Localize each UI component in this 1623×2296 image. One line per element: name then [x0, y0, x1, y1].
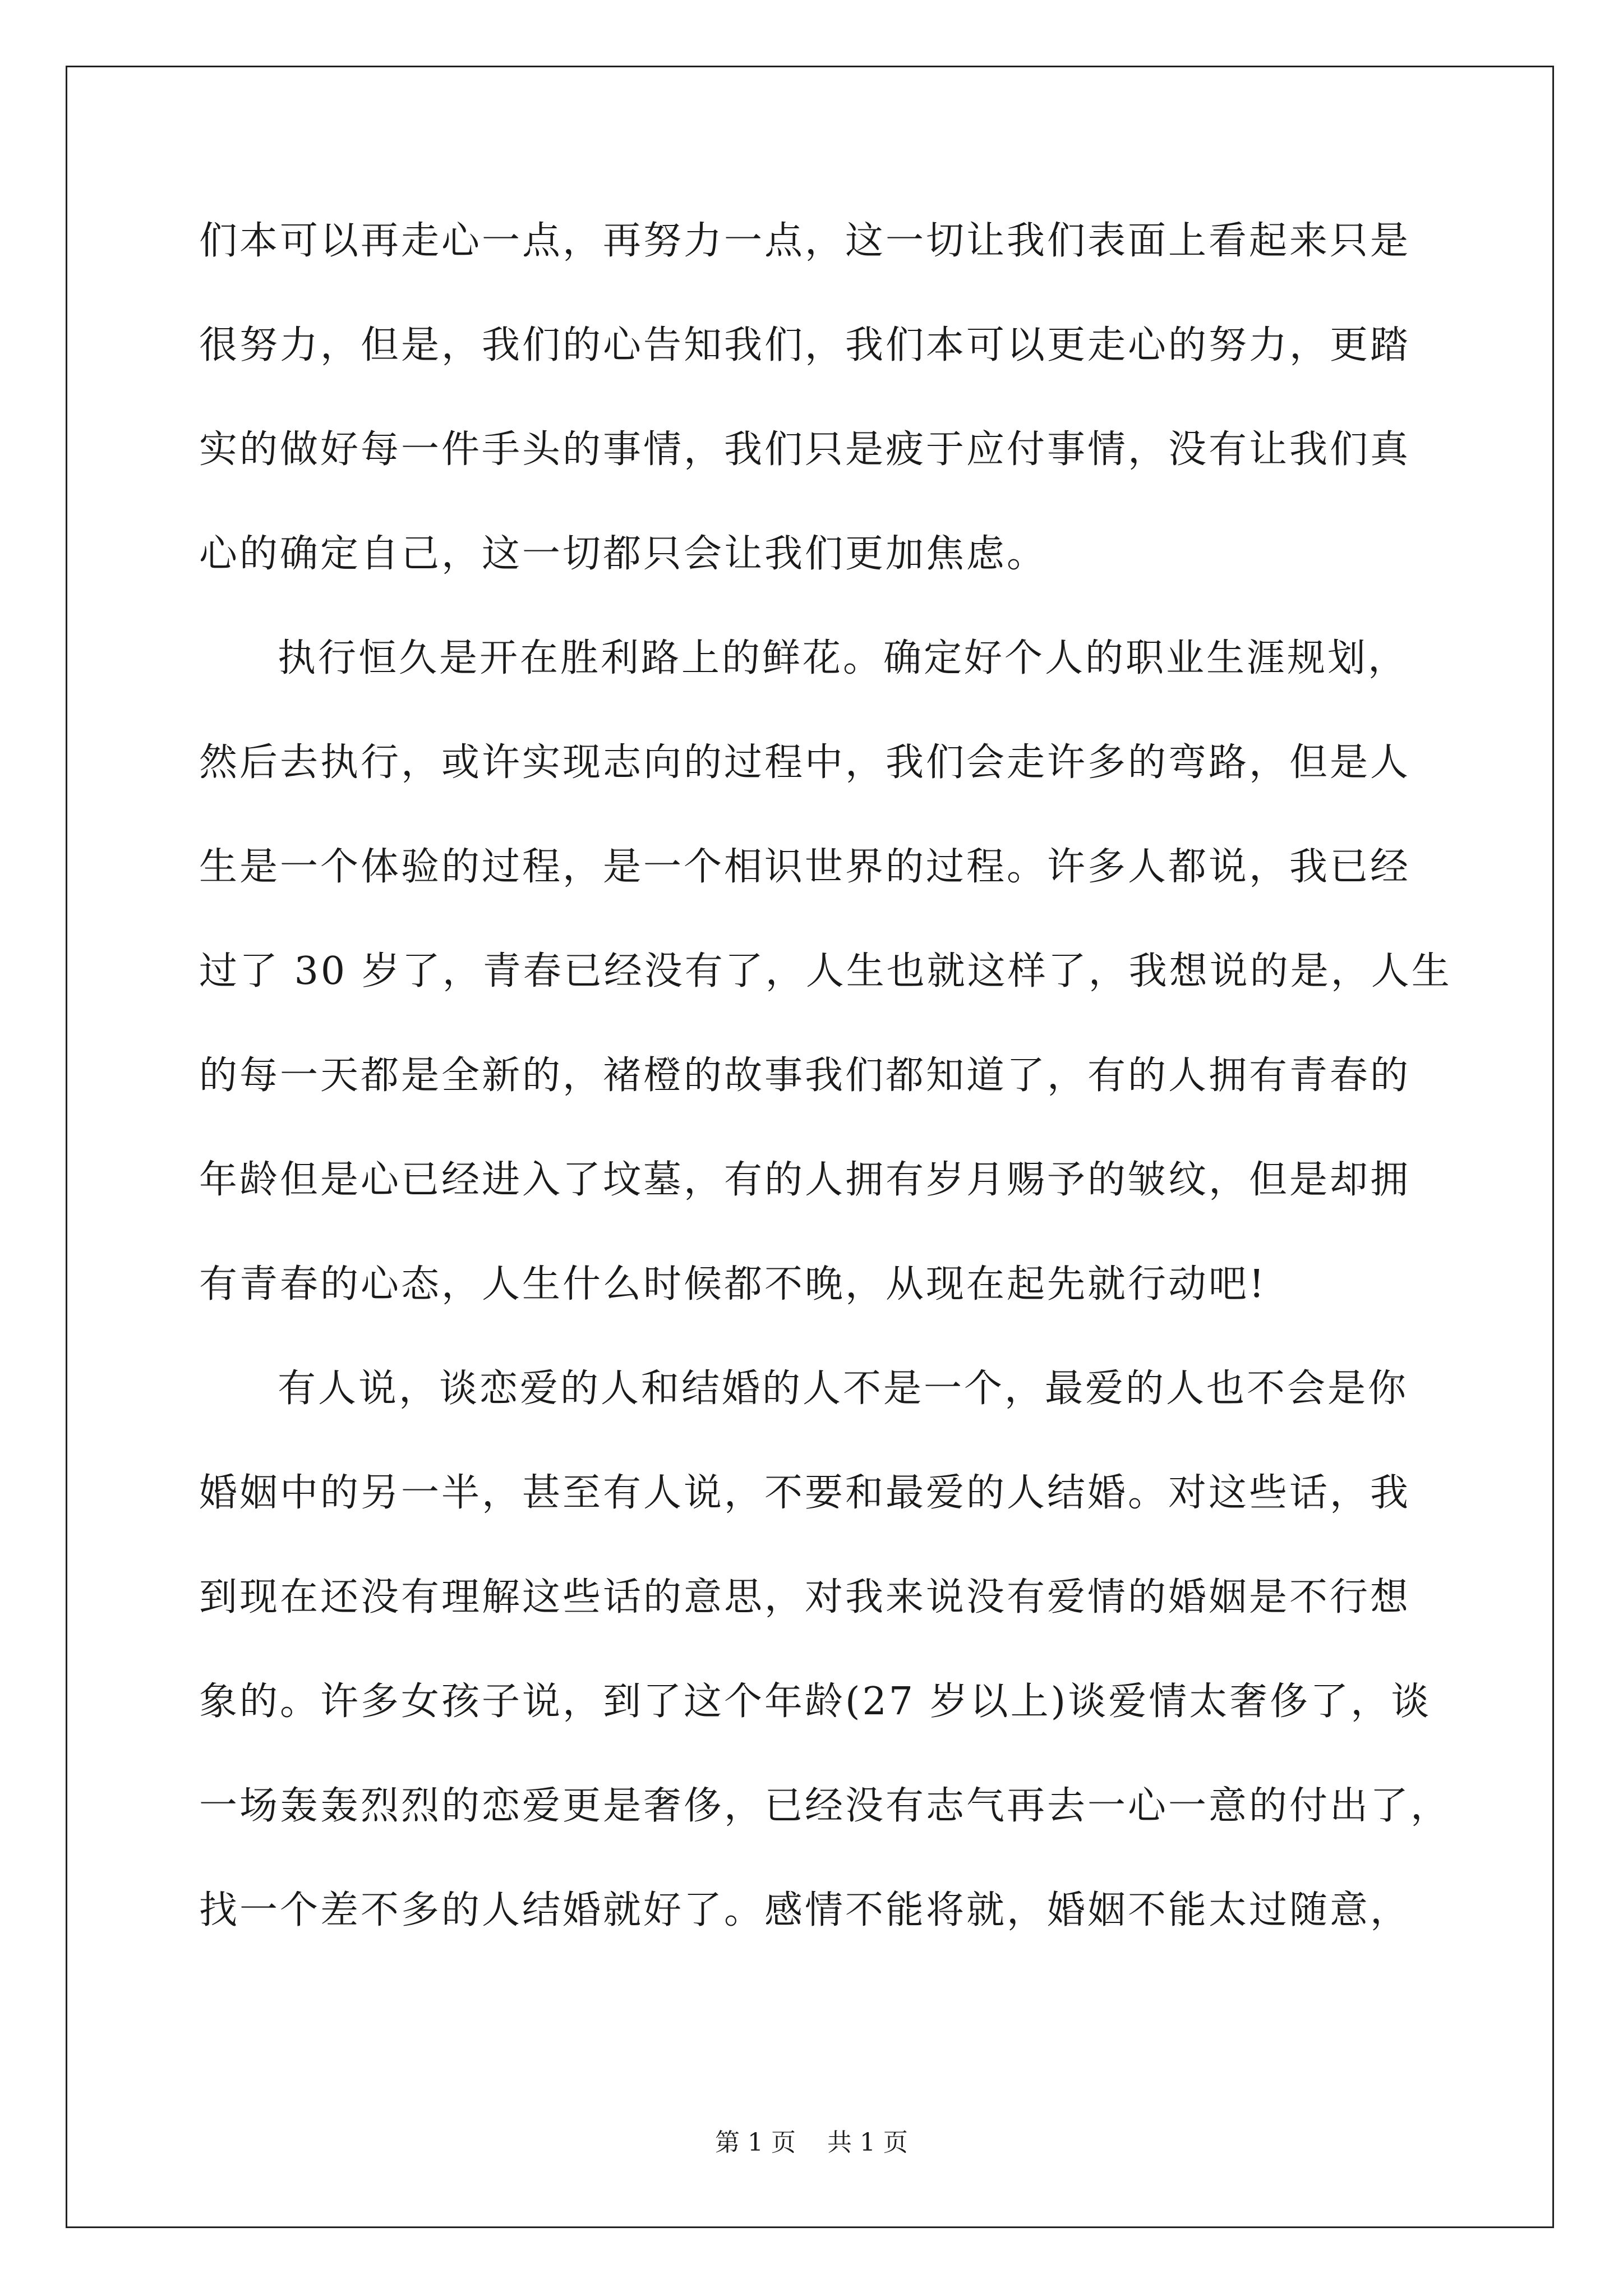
text-line: 的每一天都是全新的，褚橙的故事我们都知道了，有的人拥有青春的: [199, 1053, 1411, 1098]
text-line: 心的确定自己，这一切都只会让我们更加焦虑。: [199, 532, 1048, 576]
document-body: [199, 213, 1452, 1987]
text-line: 婚姻中的另一半，甚至有人说，不要和最爱的人结婚。对这些话，我: [199, 1471, 1411, 1515]
text-line: 到现在还没有理解这些话的意思，对我来说没有爱情的婚姻是不行想: [199, 1575, 1411, 1619]
text-line: 实的做好每一件手头的事情，我们只是疲于应付事情，没有让我们真: [199, 427, 1411, 472]
paragraph-start-line: 有人说，谈恋爱的人和结婚的人不是一个，最爱的人也不会是你: [278, 1366, 1409, 1411]
text-line: 年龄但是心已经进入了坟墓，有的人拥有岁月赐予的皱纹，但是却拥: [199, 1158, 1411, 1202]
text-line: 找一个差不多的人结婚就好了。感情不能将就，婚姻不能太过随意，: [199, 1888, 1411, 1932]
page-number-footer: 第 1 页 共 1 页: [715, 2128, 908, 2157]
text-line: 象的。许多女孩子说，到了这个年龄(27 岁以上)谈爱情太奢侈了，谈: [199, 1680, 1432, 1724]
text-line: 过了 30 岁了，青春已经没有了，人生也就这样了，我想说的是，人生: [199, 949, 1452, 993]
text-line: 们本可以再走心一点，再努力一点，这一切让我们表面上看起来只是: [199, 219, 1411, 263]
text-line: 然后去执行，或许实现志向的过程中，我们会走许多的弯路，但是人: [199, 740, 1411, 785]
text-line: 生是一个体验的过程，是一个相识世界的过程。许多人都说，我已经: [199, 845, 1411, 889]
paragraph-start-line: 执行恒久是开在胜利路上的鲜花。确定好个人的职业生涯规划，: [278, 636, 1409, 680]
text-line: 有青春的心态，人生什么时候都不晚，从现在起先就行动吧!: [199, 1262, 1267, 1306]
text-line: 很努力，但是，我们的心告知我们，我们本可以更走心的努力，更踏: [199, 323, 1411, 367]
text-line: 一场轰轰烈烈的恋爱更是奢侈，已经没有志气再去一心一意的付出了，: [199, 1784, 1451, 1828]
